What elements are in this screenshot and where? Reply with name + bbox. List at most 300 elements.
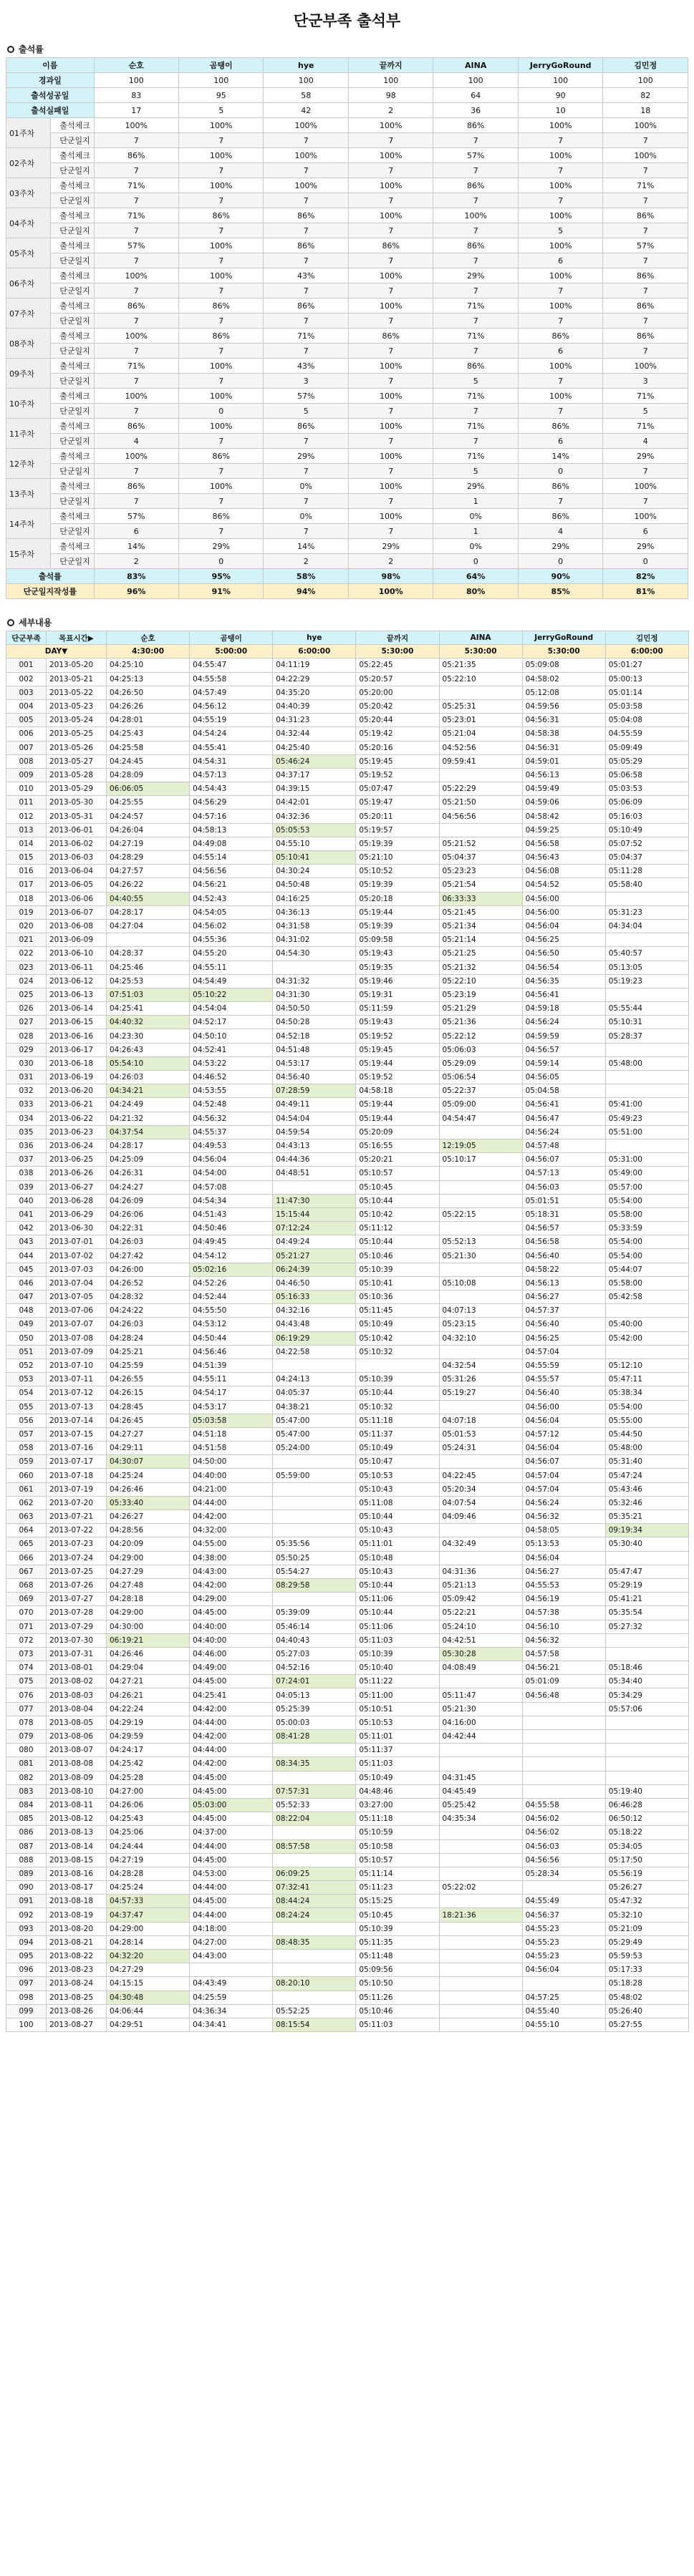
wake-time: 05:19:39 (356, 878, 439, 892)
wake-time: 05:35:21 (605, 1510, 688, 1524)
wake-time (356, 1359, 439, 1372)
wake-time: 04:05:13 (273, 1688, 356, 1702)
wake-time: 05:11:26 (356, 1991, 439, 2004)
wake-time: 05:23:23 (439, 865, 522, 878)
wake-time (522, 1784, 605, 1798)
dangun-value: 7 (518, 374, 602, 389)
wake-time: 04:58:05 (522, 1524, 605, 1537)
wake-time: 05:51:00 (605, 1125, 688, 1139)
wake-time (273, 1496, 356, 1510)
wake-time: 05:11:37 (356, 1427, 439, 1441)
dangun-value: 7 (603, 163, 688, 178)
wake-time: 04:51:48 (273, 1043, 356, 1056)
wake-time: 08:57:58 (273, 1839, 356, 1853)
wake-time: 05:11:35 (356, 1935, 439, 1949)
check-value: 86% (94, 419, 178, 434)
check-value: 100% (179, 148, 264, 163)
day-number: 095 (6, 1950, 47, 1963)
wake-time (605, 1633, 688, 1647)
wake-time: 04:31:30 (273, 988, 356, 1001)
check-label: 출석체크 (51, 298, 94, 314)
summary-row (6, 103, 688, 118)
wake-time (107, 933, 190, 947)
week-dangun-row (6, 133, 688, 148)
check-value: 100% (348, 509, 433, 524)
dangun-value: 0 (518, 464, 602, 479)
day-date: 2013-07-28 (47, 1606, 107, 1620)
day-date: 2013-07-07 (47, 1318, 107, 1331)
dangun-value: 5 (518, 223, 602, 238)
day-header: DAY▼ (6, 645, 107, 658)
wake-time: 05:06:58 (605, 768, 688, 782)
wake-time: 04:42:00 (190, 1730, 273, 1744)
week-dangun-row (6, 434, 688, 449)
wake-time: 04:35:34 (439, 1812, 522, 1826)
wake-time: 04:27:27 (107, 1427, 190, 1441)
wake-time: 04:28:29 (107, 851, 190, 865)
day-date: 2013-07-11 (47, 1373, 107, 1386)
dangun-value: 7 (603, 464, 688, 479)
wake-time: 04:57:08 (190, 1180, 273, 1194)
target-time: 6:00:00 (273, 645, 356, 658)
wake-time: 05:19:44 (356, 905, 439, 919)
day-date: 2013-06-29 (47, 1207, 107, 1221)
wake-time: 05:10:46 (356, 1249, 439, 1263)
wake-time: 05:24:10 (439, 1620, 522, 1633)
check-value: 100% (603, 148, 688, 163)
wake-time: 04:29:00 (190, 1593, 273, 1606)
wake-time: 05:20:34 (439, 1482, 522, 1496)
wake-time: 05:20:57 (356, 672, 439, 686)
check-value: 57% (264, 389, 348, 404)
wake-time: 04:55:20 (190, 947, 273, 961)
wake-time: 04:52:16 (273, 1661, 356, 1675)
wake-time: 04:26:04 (107, 823, 190, 837)
wake-time: 05:18:28 (605, 1977, 688, 1991)
rate-value: 83% (94, 569, 178, 584)
wake-time (605, 1771, 688, 1784)
wake-time: 06:33:33 (439, 892, 522, 905)
wake-time: 05:10:59 (356, 1826, 439, 1839)
wake-time: 05:34:29 (605, 1688, 688, 1702)
dangun-value: 7 (179, 524, 264, 539)
dangun-label: 단군일지 (51, 253, 94, 268)
wake-time: 05:01:09 (522, 1675, 605, 1688)
wake-time: 05:21:09 (605, 1922, 688, 1935)
wake-time: 04:54:04 (190, 1002, 273, 1016)
day-date: 2013-07-13 (47, 1400, 107, 1414)
check-value: 100% (433, 208, 518, 223)
day-row (6, 1235, 689, 1249)
check-value: 14% (94, 539, 178, 554)
wake-time: 05:11:06 (356, 1620, 439, 1633)
day-row (6, 1167, 689, 1180)
day-date: 2013-07-05 (47, 1291, 107, 1304)
wake-time: 05:21:36 (439, 1016, 522, 1029)
wake-time: 04:55:37 (190, 1125, 273, 1139)
check-value: 86% (179, 208, 264, 223)
wake-time: 04:29:04 (107, 1661, 190, 1675)
day-number: 039 (6, 1180, 47, 1194)
wake-time: 04:24:49 (107, 1098, 190, 1112)
dangun-rate-value: 96% (94, 584, 178, 599)
wake-time: 05:11:12 (356, 1222, 439, 1235)
wake-time: 04:32:54 (439, 1359, 522, 1372)
wake-time: 05:44:50 (605, 1427, 688, 1441)
wake-time: 05:21:45 (439, 905, 522, 919)
day-row (6, 1345, 689, 1359)
wake-time: 05:19:40 (605, 1784, 688, 1798)
wake-time: 04:52:18 (273, 1029, 356, 1043)
wake-time: 05:04:37 (439, 851, 522, 865)
dangun-value: 7 (348, 283, 433, 298)
day-number: 094 (6, 1935, 47, 1949)
wake-time: 05:21:35 (439, 658, 522, 672)
day-number: 017 (6, 878, 47, 892)
check-value: 86% (94, 148, 178, 163)
wake-time: 04:56:00 (522, 905, 605, 919)
wake-time: 04:49:24 (273, 1235, 356, 1249)
summary-value: 42 (264, 103, 348, 118)
day-row (6, 905, 689, 919)
day-row (6, 1112, 689, 1125)
wake-time (439, 686, 522, 699)
wake-time: 04:54:05 (190, 905, 273, 919)
wake-time: 05:16:03 (605, 810, 688, 823)
wake-time: 04:22:31 (107, 1222, 190, 1235)
dangun-value: 7 (179, 163, 264, 178)
summary-value: 100 (179, 73, 264, 88)
wake-time: 04:50:28 (273, 1016, 356, 1029)
check-value: 0% (433, 539, 518, 554)
day-row (6, 1565, 689, 1578)
check-value: 100% (518, 389, 602, 404)
wake-time: 05:19:42 (356, 727, 439, 741)
check-value: 57% (433, 148, 518, 163)
dangun-value: 7 (518, 404, 602, 419)
wake-time: 04:56:04 (522, 1442, 605, 1455)
wake-time: 04:50:48 (273, 878, 356, 892)
wake-time: 04:58:22 (522, 1263, 605, 1276)
wake-time: 05:21:13 (439, 1578, 522, 1592)
wake-time: 04:55:23 (522, 1922, 605, 1935)
day-date: 2013-05-26 (47, 741, 107, 754)
summary-value: 17 (94, 103, 178, 118)
day-row (6, 1071, 689, 1084)
wake-time: 04:57:58 (522, 1647, 605, 1661)
wake-time: 05:19:52 (356, 1071, 439, 1084)
wake-time: 05:11:18 (356, 1812, 439, 1826)
wake-time: 05:29:09 (439, 1056, 522, 1070)
wake-time: 04:48:46 (356, 1784, 439, 1798)
wake-time: 04:30:24 (273, 865, 356, 878)
summary-row (6, 88, 688, 103)
wake-time: 04:34:21 (107, 1084, 190, 1098)
wake-time: 04:56:02 (190, 919, 273, 933)
wake-time: 04:56:43 (522, 851, 605, 865)
check-value: 71% (433, 298, 518, 314)
wake-time: 05:05:53 (273, 823, 356, 837)
day-number: 015 (6, 851, 47, 865)
wake-time: 05:10:57 (356, 1167, 439, 1180)
column-header-member: AINA (433, 58, 518, 73)
wake-time: 04:31:45 (439, 1771, 522, 1784)
wake-time: 04:52:48 (190, 1098, 273, 1112)
dangun-value: 7 (179, 314, 264, 329)
wake-time: 05:33:59 (605, 1222, 688, 1235)
wake-time: 04:28:45 (107, 1400, 190, 1414)
wake-time (605, 1647, 688, 1661)
wake-time: 05:10:44 (356, 1578, 439, 1592)
wake-time (439, 1757, 522, 1771)
wake-time: 05:17:33 (605, 1963, 688, 1977)
week-label: 09주차 (6, 359, 51, 389)
day-row (6, 1016, 689, 1029)
wake-time: 05:11:45 (356, 1304, 439, 1318)
wake-time: 04:25:41 (190, 1688, 273, 1702)
day-number: 058 (6, 1442, 47, 1455)
dangun-label: 단군일지 (51, 344, 94, 359)
day-row (6, 1400, 689, 1414)
check-value: 71% (94, 178, 178, 193)
day-date: 2013-07-06 (47, 1304, 107, 1318)
wake-time: 04:26:52 (107, 1276, 190, 1290)
wake-time: 05:34:05 (605, 1839, 688, 1853)
wake-time: 05:07:52 (605, 837, 688, 850)
wake-time: 05:10:44 (356, 1194, 439, 1207)
wake-time (605, 1757, 688, 1771)
check-value: 71% (433, 389, 518, 404)
day-number: 084 (6, 1798, 47, 1812)
wake-time: 04:26:03 (107, 1235, 190, 1249)
dangun-rate-value: 94% (264, 584, 348, 599)
day-date: 2013-08-26 (47, 2004, 107, 2018)
day-number: 024 (6, 974, 47, 988)
wake-time: 05:41:00 (605, 1098, 688, 1112)
day-row (6, 810, 689, 823)
wake-time: 04:25:43 (107, 1812, 190, 1826)
section-attendance-heading (6, 42, 688, 57)
day-date: 2013-08-02 (47, 1675, 107, 1688)
wake-time (439, 2018, 522, 2031)
wake-time: 05:47:00 (273, 1427, 356, 1441)
wake-time: 04:37:17 (273, 768, 356, 782)
wake-time: 04:50:00 (190, 1455, 273, 1469)
wake-time: 05:10:50 (356, 1977, 439, 1991)
wake-time: 04:57:04 (522, 1345, 605, 1359)
wake-time: 04:26:46 (107, 1647, 190, 1661)
wake-time: 05:52:33 (273, 1798, 356, 1812)
wake-time: 04:25:28 (107, 1771, 190, 1784)
wake-time: 05:11:01 (356, 1537, 439, 1551)
wake-time: 05:11:03 (356, 2018, 439, 2031)
wake-time: 05:03:58 (605, 699, 688, 713)
day-date: 2013-05-29 (47, 782, 107, 796)
wake-time: 04:55:23 (522, 1950, 605, 1963)
wake-time: 05:19:39 (356, 919, 439, 933)
wake-time: 05:44:07 (605, 1263, 688, 1276)
dangun-label: 단군일지 (51, 133, 94, 148)
check-value: 0% (433, 509, 518, 524)
dangun-label: 단군일지 (51, 283, 94, 298)
wake-time: 04:18:00 (190, 1922, 273, 1935)
wake-time: 05:21:54 (439, 878, 522, 892)
wake-time: 04:56:29 (190, 796, 273, 810)
day-date: 2013-06-02 (47, 837, 107, 850)
dangun-value: 7 (433, 253, 518, 268)
wake-time: 05:10:52 (356, 865, 439, 878)
wake-time: 05:28:34 (522, 1867, 605, 1880)
wake-time: 05:22:10 (439, 672, 522, 686)
day-number: 010 (6, 782, 47, 796)
wake-time: 04:58:13 (190, 823, 273, 837)
wake-time: 04:46:00 (190, 1647, 273, 1661)
check-label: 출석체크 (51, 479, 94, 494)
wake-time: 04:57:38 (522, 1606, 605, 1620)
dangun-rate-value: 100% (348, 584, 433, 599)
day-number: 027 (6, 1016, 47, 1029)
wake-time: 05:10:39 (356, 1647, 439, 1661)
day-date: 2013-08-01 (47, 1661, 107, 1675)
week-dangun-row (6, 554, 688, 569)
detail-header-row (6, 631, 689, 645)
wake-time: 04:05:37 (273, 1386, 356, 1400)
day-date: 2013-08-19 (47, 1908, 107, 1922)
dangun-value: 7 (179, 344, 264, 359)
wake-time: 04:25:55 (107, 796, 190, 810)
dangun-rate-row (6, 584, 688, 599)
check-value: 100% (348, 268, 433, 283)
day-date: 2013-07-10 (47, 1359, 107, 1372)
day-date: 2013-07-27 (47, 1593, 107, 1606)
day-row (6, 686, 689, 699)
wake-time: 04:25:06 (107, 1826, 190, 1839)
wake-time: 05:09:08 (522, 658, 605, 672)
week-dangun-row (6, 404, 688, 419)
wake-time: 04:55:10 (273, 837, 356, 850)
check-value: 14% (264, 539, 348, 554)
wake-time: 04:28:18 (107, 1593, 190, 1606)
column-header-member: 끝까지 (356, 631, 439, 645)
wake-time: 04:25:41 (107, 1002, 190, 1016)
wake-time: 04:52:17 (190, 1016, 273, 1029)
wake-time: 04:46:52 (190, 1071, 273, 1084)
day-number: 020 (6, 919, 47, 933)
week-label: 13주차 (6, 479, 51, 509)
wake-time: 08:24:24 (273, 1908, 356, 1922)
summary-value: 64 (433, 88, 518, 103)
column-header-member: 김민정 (605, 631, 688, 645)
check-value: 100% (603, 359, 688, 374)
wake-time: 04:15:15 (107, 1977, 190, 1991)
dangun-value: 7 (179, 374, 264, 389)
dangun-value: 7 (264, 524, 348, 539)
section-attendance-label: 출석률 (19, 44, 44, 54)
wake-time: 04:23:30 (107, 1029, 190, 1043)
wake-time: 05:10:46 (356, 2004, 439, 2018)
wake-time: 04:25:43 (107, 727, 190, 741)
wake-time: 05:24:00 (273, 1442, 356, 1455)
day-date: 2013-07-25 (47, 1565, 107, 1578)
day-date: 2013-07-23 (47, 1537, 107, 1551)
wake-time (605, 1071, 688, 1084)
dangun-value: 7 (264, 434, 348, 449)
column-header-member: 순호 (107, 631, 190, 645)
wake-time: 04:58:42 (522, 810, 605, 823)
day-number: 088 (6, 1853, 47, 1867)
week-label: 05주차 (6, 238, 51, 268)
dangun-label: 단군일지 (51, 374, 94, 389)
wake-time: 05:10:40 (356, 1661, 439, 1675)
day-date: 2013-06-15 (47, 1016, 107, 1029)
wake-time: 04:25:58 (107, 741, 190, 754)
day-date: 2013-08-23 (47, 1963, 107, 1977)
wake-time: 04:56:50 (522, 947, 605, 961)
wake-time: 04:57:25 (522, 1991, 605, 2004)
dangun-value: 7 (264, 223, 348, 238)
check-value: 86% (179, 329, 264, 344)
dangun-value: 7 (179, 434, 264, 449)
day-row (6, 837, 689, 850)
week-label: 11주차 (6, 419, 51, 449)
day-number: 049 (6, 1318, 47, 1331)
wake-time: 04:26:06 (107, 1207, 190, 1221)
wake-time: 04:56:37 (522, 1908, 605, 1922)
check-value: 86% (264, 238, 348, 253)
dangun-value: 7 (264, 253, 348, 268)
wake-time: 05:40:57 (605, 947, 688, 961)
check-value: 71% (433, 329, 518, 344)
dangun-value: 7 (264, 133, 348, 148)
wake-time: 05:16:33 (273, 1291, 356, 1304)
dangun-value: 0 (179, 404, 264, 419)
day-row (6, 1702, 689, 1716)
wake-time: 04:09:46 (439, 1510, 522, 1524)
day-date: 2013-08-24 (47, 1977, 107, 1991)
wake-time (605, 892, 688, 905)
day-number: 011 (6, 796, 47, 810)
summary-value: 100 (94, 73, 178, 88)
wake-time: 04:56:27 (522, 1291, 605, 1304)
wake-time: 04:26:27 (107, 1510, 190, 1524)
column-header-member: hye (273, 631, 356, 645)
wake-time: 05:10:47 (356, 1455, 439, 1469)
dangun-value: 7 (94, 223, 178, 238)
wake-time: 05:47:00 (273, 1414, 356, 1427)
wake-time: 05:19:43 (356, 1016, 439, 1029)
wake-time (273, 1771, 356, 1784)
wake-time: 06:06:05 (107, 782, 190, 796)
day-row (6, 1263, 689, 1276)
wake-time: 04:42:00 (190, 1578, 273, 1592)
day-row (6, 988, 689, 1001)
wake-time: 07:57:31 (273, 1784, 356, 1798)
day-number: 038 (6, 1167, 47, 1180)
wake-time: 04:51:58 (190, 1442, 273, 1455)
wake-time: 05:21:04 (439, 727, 522, 741)
column-header-member: 순호 (94, 58, 178, 73)
wake-time: 05:19:45 (356, 754, 439, 768)
wake-time: 05:48:00 (605, 1056, 688, 1070)
day-number: 054 (6, 1386, 47, 1400)
check-value: 86% (94, 479, 178, 494)
wake-time: 04:59:06 (522, 796, 605, 810)
summary-value: 100 (518, 73, 602, 88)
wake-time: 05:10:45 (356, 1908, 439, 1922)
week-check-row (6, 238, 688, 253)
wake-time (605, 1139, 688, 1152)
wake-time: 04:31:32 (273, 974, 356, 988)
